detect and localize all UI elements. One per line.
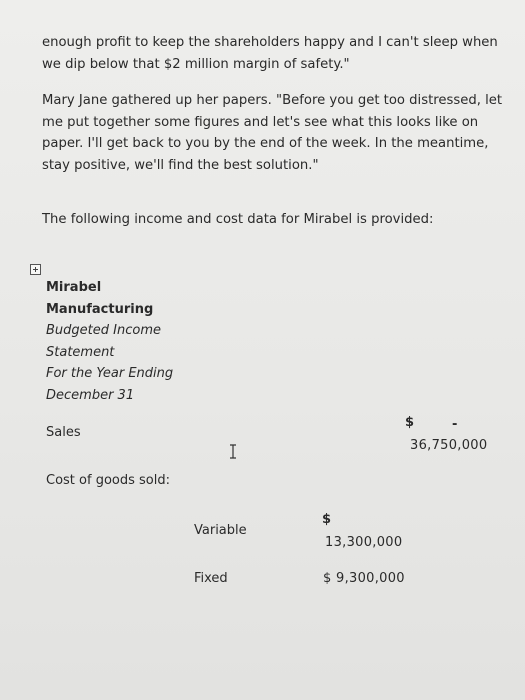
paragraph-mary-jane: Mary Jane gathered up her papers. "Before you get too distressed, let me put together some figures and let's see what this looks like on paper. I'll get back to you by the end of the week. In the meantime, stay positive, we'll find the best solution." [42,93,503,173]
fixed-cost-value: $ 9,300,000 [323,571,405,586]
variable-cost-currency: $ [322,512,332,527]
variable-cost-value: 13,300,000 [325,535,403,550]
fixed-cost-label: Fixed [194,571,228,586]
paragraph-quote-end: enough profit to keep the shareholders happy and I can't sleep when we dip below that $2 million margin of safety." [42,35,498,72]
sales-label: Sales [46,425,81,440]
variable-cost-label: Variable [194,523,247,538]
statement-period: For the Year Ending December 31 [46,366,174,403]
cogs-label: Cost of goods sold: [46,473,170,488]
statement-title: Budgeted Income Statement [46,323,161,360]
company-name: Mirabel Manufacturing [46,280,154,317]
text-cursor-icon [228,444,238,459]
sales-value: 36,750,000 [410,438,488,453]
expand-table-icon[interactable] [30,264,41,275]
sales-currency: $ [405,415,415,430]
paragraph-data-intro: The following income and cost data for Mirabel is provided: [42,212,434,227]
sales-dash: - [452,417,458,432]
